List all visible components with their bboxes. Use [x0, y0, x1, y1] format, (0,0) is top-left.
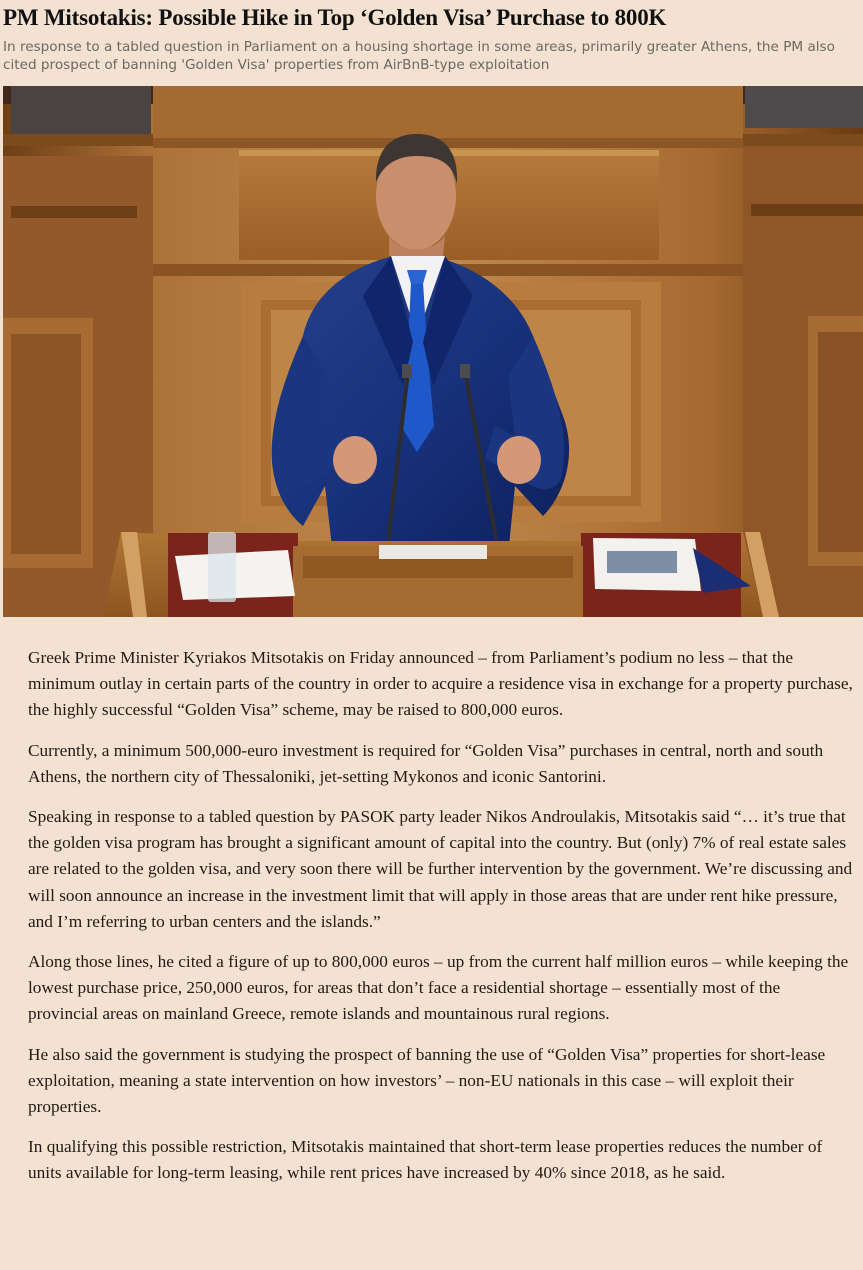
article-subhead: In response to a tabled question in Parliament on a housing shortage in some areas, primarily greater Athens, the PM also cited prospect of banning 'Golden Visa' properties from AirBnB-type exploitation [3, 39, 835, 73]
article-paragraph: Greek Prime Minister Kyriakos Mitsotakis on Friday announced – from Parliament’s podium no less – that the minimum outlay in certain parts of the country in order to acquire a residence visa in exchange for a property purchase, the highly successful “Golden Visa” scheme, may be raised to 800,000 euros. [28, 648, 853, 720]
article-paragraph: In qualifying this possible restriction, Mitsotakis maintained that short-term lease properties reduces the number of units available for long-term leasing, while rent prices have increased by 40% since 2018, as he said. [28, 1137, 823, 1183]
article-paragraph: He also said the government is studying the prospect of banning the use of “Golden Visa” properties for short-lease exploitation, meaning a state intervention on how investors’ – non-EU nationals in this case – will exploit their properties. [28, 1044, 826, 1117]
article-paragraph: Speaking in response to a tabled question by PASOK party leader Nikos Androulakis, Mitsotakis said “… it’s true that the golden visa program has brought a significant amount of capital into the country. But (only) 7% of real estate sales are related to the golden visa, and very soon there will be further intervention by the government. We’re discussing and will soon announce an increase in the investment limit that will apply in those areas that are under rent hike pressure, and I’m referring to urban centers and the islands.” [28, 807, 853, 931]
article-headline: PM Mitsotakis: Possible Hike in Top ‘Golden Visa’ Purchase to 800K [3, 5, 667, 30]
article-paragraph: Along those lines, he cited a figure of up to 800,000 euros – up from the current half million euros – while keeping the lowest purchase price, 250,000 euros, for areas that don’t face a residential shortage – essentially most of the provincial areas on mainland Greece, remote islands and mountainous rural regions. [28, 952, 849, 1024]
article-photo [3, 86, 863, 617]
article-paragraph: Currently, a minimum 500,000-euro investment is required for “Golden Visa” purchases in central, north and south Athens, the northern city of Thessaloniki, jet-setting Mykonos and iconic Santorini. [28, 740, 824, 786]
article-body [28, 645, 854, 1201]
